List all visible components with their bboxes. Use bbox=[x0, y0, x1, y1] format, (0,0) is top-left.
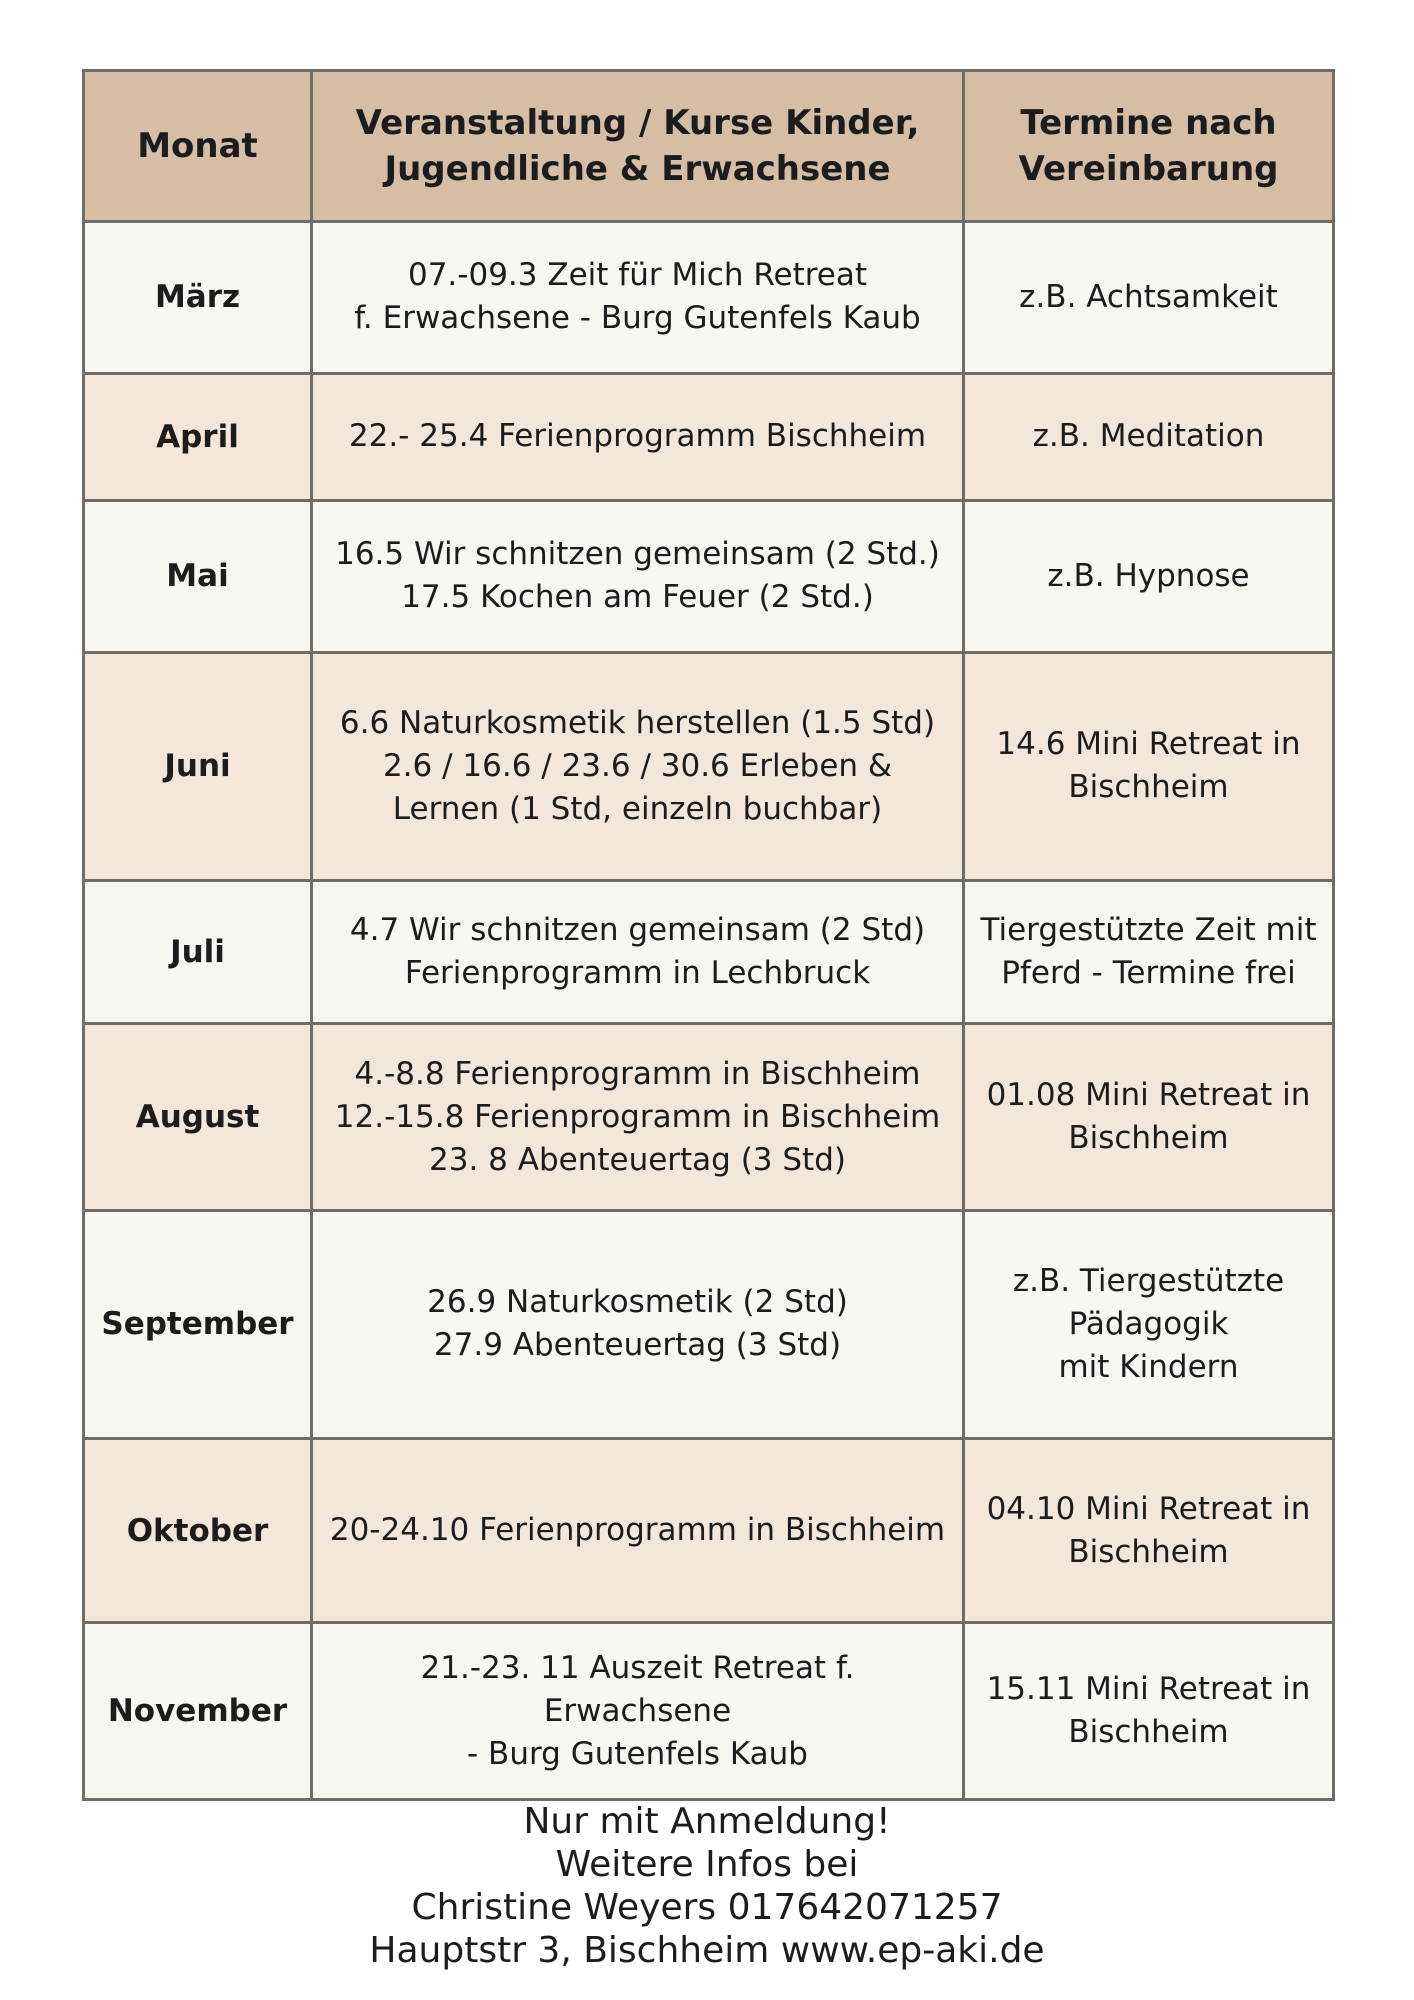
event-line: 4.-8.8 Ferienprogramm in Bischheim bbox=[354, 1055, 921, 1092]
appointment-line: Pädagogik bbox=[1068, 1305, 1229, 1342]
event-line: 23. 8 Abenteuertag (3 Std) bbox=[429, 1141, 846, 1178]
appointment-line: mit Kindern bbox=[1058, 1348, 1239, 1385]
header-row bbox=[84, 71, 1334, 222]
appointment-line: z.B. Achtsamkeit bbox=[1019, 278, 1278, 315]
table-row bbox=[84, 880, 1334, 1024]
appointments-cell bbox=[964, 880, 1334, 1024]
event-line: 12.-15.8 Ferienprogramm in Bischheim bbox=[334, 1098, 941, 1135]
event-line: 07.-09.3 Zeit für Mich Retreat bbox=[407, 257, 868, 294]
appointments-cell bbox=[964, 501, 1334, 653]
event-line: 26.9 Naturkosmetik (2 Std) bbox=[427, 1284, 848, 1321]
event-line: f. Erwachsene - Burg Gutenfels Kaub bbox=[354, 300, 921, 337]
table-row bbox=[84, 373, 1334, 500]
event-line: 20-24.10 Ferienprogramm in Bischheim bbox=[329, 1512, 946, 1549]
month-cell: März bbox=[84, 222, 312, 374]
appointment-line: Bischheim bbox=[1068, 1120, 1229, 1157]
table-row bbox=[84, 1211, 1334, 1439]
event-line: Ferienprogramm in Lechbruck bbox=[404, 954, 871, 991]
event-line: 2.6 / 16.6 / 23.6 / 30.6 Erleben & bbox=[382, 747, 893, 784]
footer-contact-phone: Christine Weyers 017642071257 bbox=[411, 1887, 1003, 1928]
month-cell: Mai bbox=[84, 501, 312, 653]
events-cell bbox=[312, 373, 964, 500]
appointment-line: 01.08 Mini Retreat in bbox=[986, 1077, 1311, 1114]
month-cell: November bbox=[84, 1623, 312, 1800]
header-month: Monat bbox=[84, 71, 312, 222]
appointment-line: z.B. Meditation bbox=[1032, 418, 1265, 455]
appointment-line: z.B. Hypnose bbox=[1047, 557, 1250, 594]
appointment-line: 15.11 Mini Retreat in bbox=[986, 1671, 1311, 1708]
appointment-line: Pferd - Termine frei bbox=[1001, 954, 1296, 991]
table-row bbox=[84, 1623, 1334, 1800]
header-events bbox=[312, 71, 964, 222]
appointments-cell bbox=[964, 373, 1334, 500]
appointment-line: 14.6 Mini Retreat in bbox=[996, 726, 1301, 763]
schedule-body bbox=[84, 222, 1334, 1800]
footer-address-website: Hauptstr 3, Bischheim www.ep-aki.de bbox=[369, 1930, 1045, 1971]
events-cell bbox=[312, 501, 964, 653]
event-line: 17.5 Kochen am Feuer (2 Std.) bbox=[401, 579, 874, 616]
appointment-line: z.B. Tiergestützte bbox=[1012, 1262, 1285, 1299]
event-line: 16.5 Wir schnitzen gemeinsam (2 Std.) bbox=[335, 536, 940, 573]
month-cell: Oktober bbox=[84, 1438, 312, 1623]
header-events-line: Veranstaltung / Kurse bbox=[355, 103, 774, 143]
event-line: 27.9 Abenteuertag (3 Std) bbox=[433, 1327, 842, 1364]
header-appointments-line: Vereinbarung bbox=[1018, 149, 1279, 189]
event-line: 22.- 25.4 Ferienprogramm Bischheim bbox=[348, 418, 927, 455]
table-row bbox=[84, 1024, 1334, 1211]
month-cell: April bbox=[84, 373, 312, 500]
month-cell: Juni bbox=[84, 652, 312, 880]
appointment-line: Bischheim bbox=[1068, 1714, 1229, 1751]
table-row bbox=[84, 222, 1334, 374]
footer-info-label: Weitere Infos bei bbox=[555, 1844, 859, 1885]
event-line: 6.6 Naturkosmetik herstellen (1.5 Std) bbox=[339, 704, 936, 741]
appointments-cell bbox=[964, 1623, 1334, 1800]
events-cell bbox=[312, 1024, 964, 1211]
event-line: 21.-23. 11 Auszeit Retreat f. Erwachsene bbox=[420, 1649, 855, 1729]
month-cell: August bbox=[84, 1024, 312, 1211]
events-cell bbox=[312, 1623, 964, 1800]
appointments-cell bbox=[964, 1211, 1334, 1439]
table-row bbox=[84, 501, 1334, 653]
contact-footer bbox=[0, 1800, 1414, 1972]
appointments-cell bbox=[964, 652, 1334, 880]
appointment-line: Tiergestützte Zeit mit bbox=[980, 911, 1317, 948]
table-row bbox=[84, 1438, 1334, 1623]
appointment-line: 04.10 Mini Retreat in bbox=[986, 1490, 1311, 1527]
event-line: - Burg Gutenfels Kaub bbox=[467, 1735, 808, 1772]
appointments-cell bbox=[964, 222, 1334, 374]
events-cell bbox=[312, 1211, 964, 1439]
table-row bbox=[84, 652, 1334, 880]
footer-registration-note: Nur mit Anmeldung! bbox=[523, 1801, 891, 1842]
month-cell: September bbox=[84, 1211, 312, 1439]
event-line: Lernen (1 Std, einzeln buchbar) bbox=[392, 790, 883, 827]
appointment-line: Bischheim bbox=[1068, 769, 1229, 806]
events-cell bbox=[312, 880, 964, 1024]
appointments-cell bbox=[964, 1438, 1334, 1623]
events-cell bbox=[312, 652, 964, 880]
month-cell: Juli bbox=[84, 880, 312, 1024]
events-cell bbox=[312, 1438, 964, 1623]
events-cell bbox=[312, 222, 964, 374]
appointments-cell bbox=[964, 1024, 1334, 1211]
header-appointments-line: Termine nach bbox=[1020, 103, 1277, 143]
event-line: 4.7 Wir schnitzen gemeinsam (2 Std) bbox=[349, 911, 926, 948]
header-events-line: Kinder, Jugendliche & Erwachsene bbox=[384, 103, 920, 189]
schedule-table bbox=[82, 69, 1335, 1801]
appointment-line: Bischheim bbox=[1068, 1533, 1229, 1570]
header-appointments bbox=[964, 71, 1334, 222]
